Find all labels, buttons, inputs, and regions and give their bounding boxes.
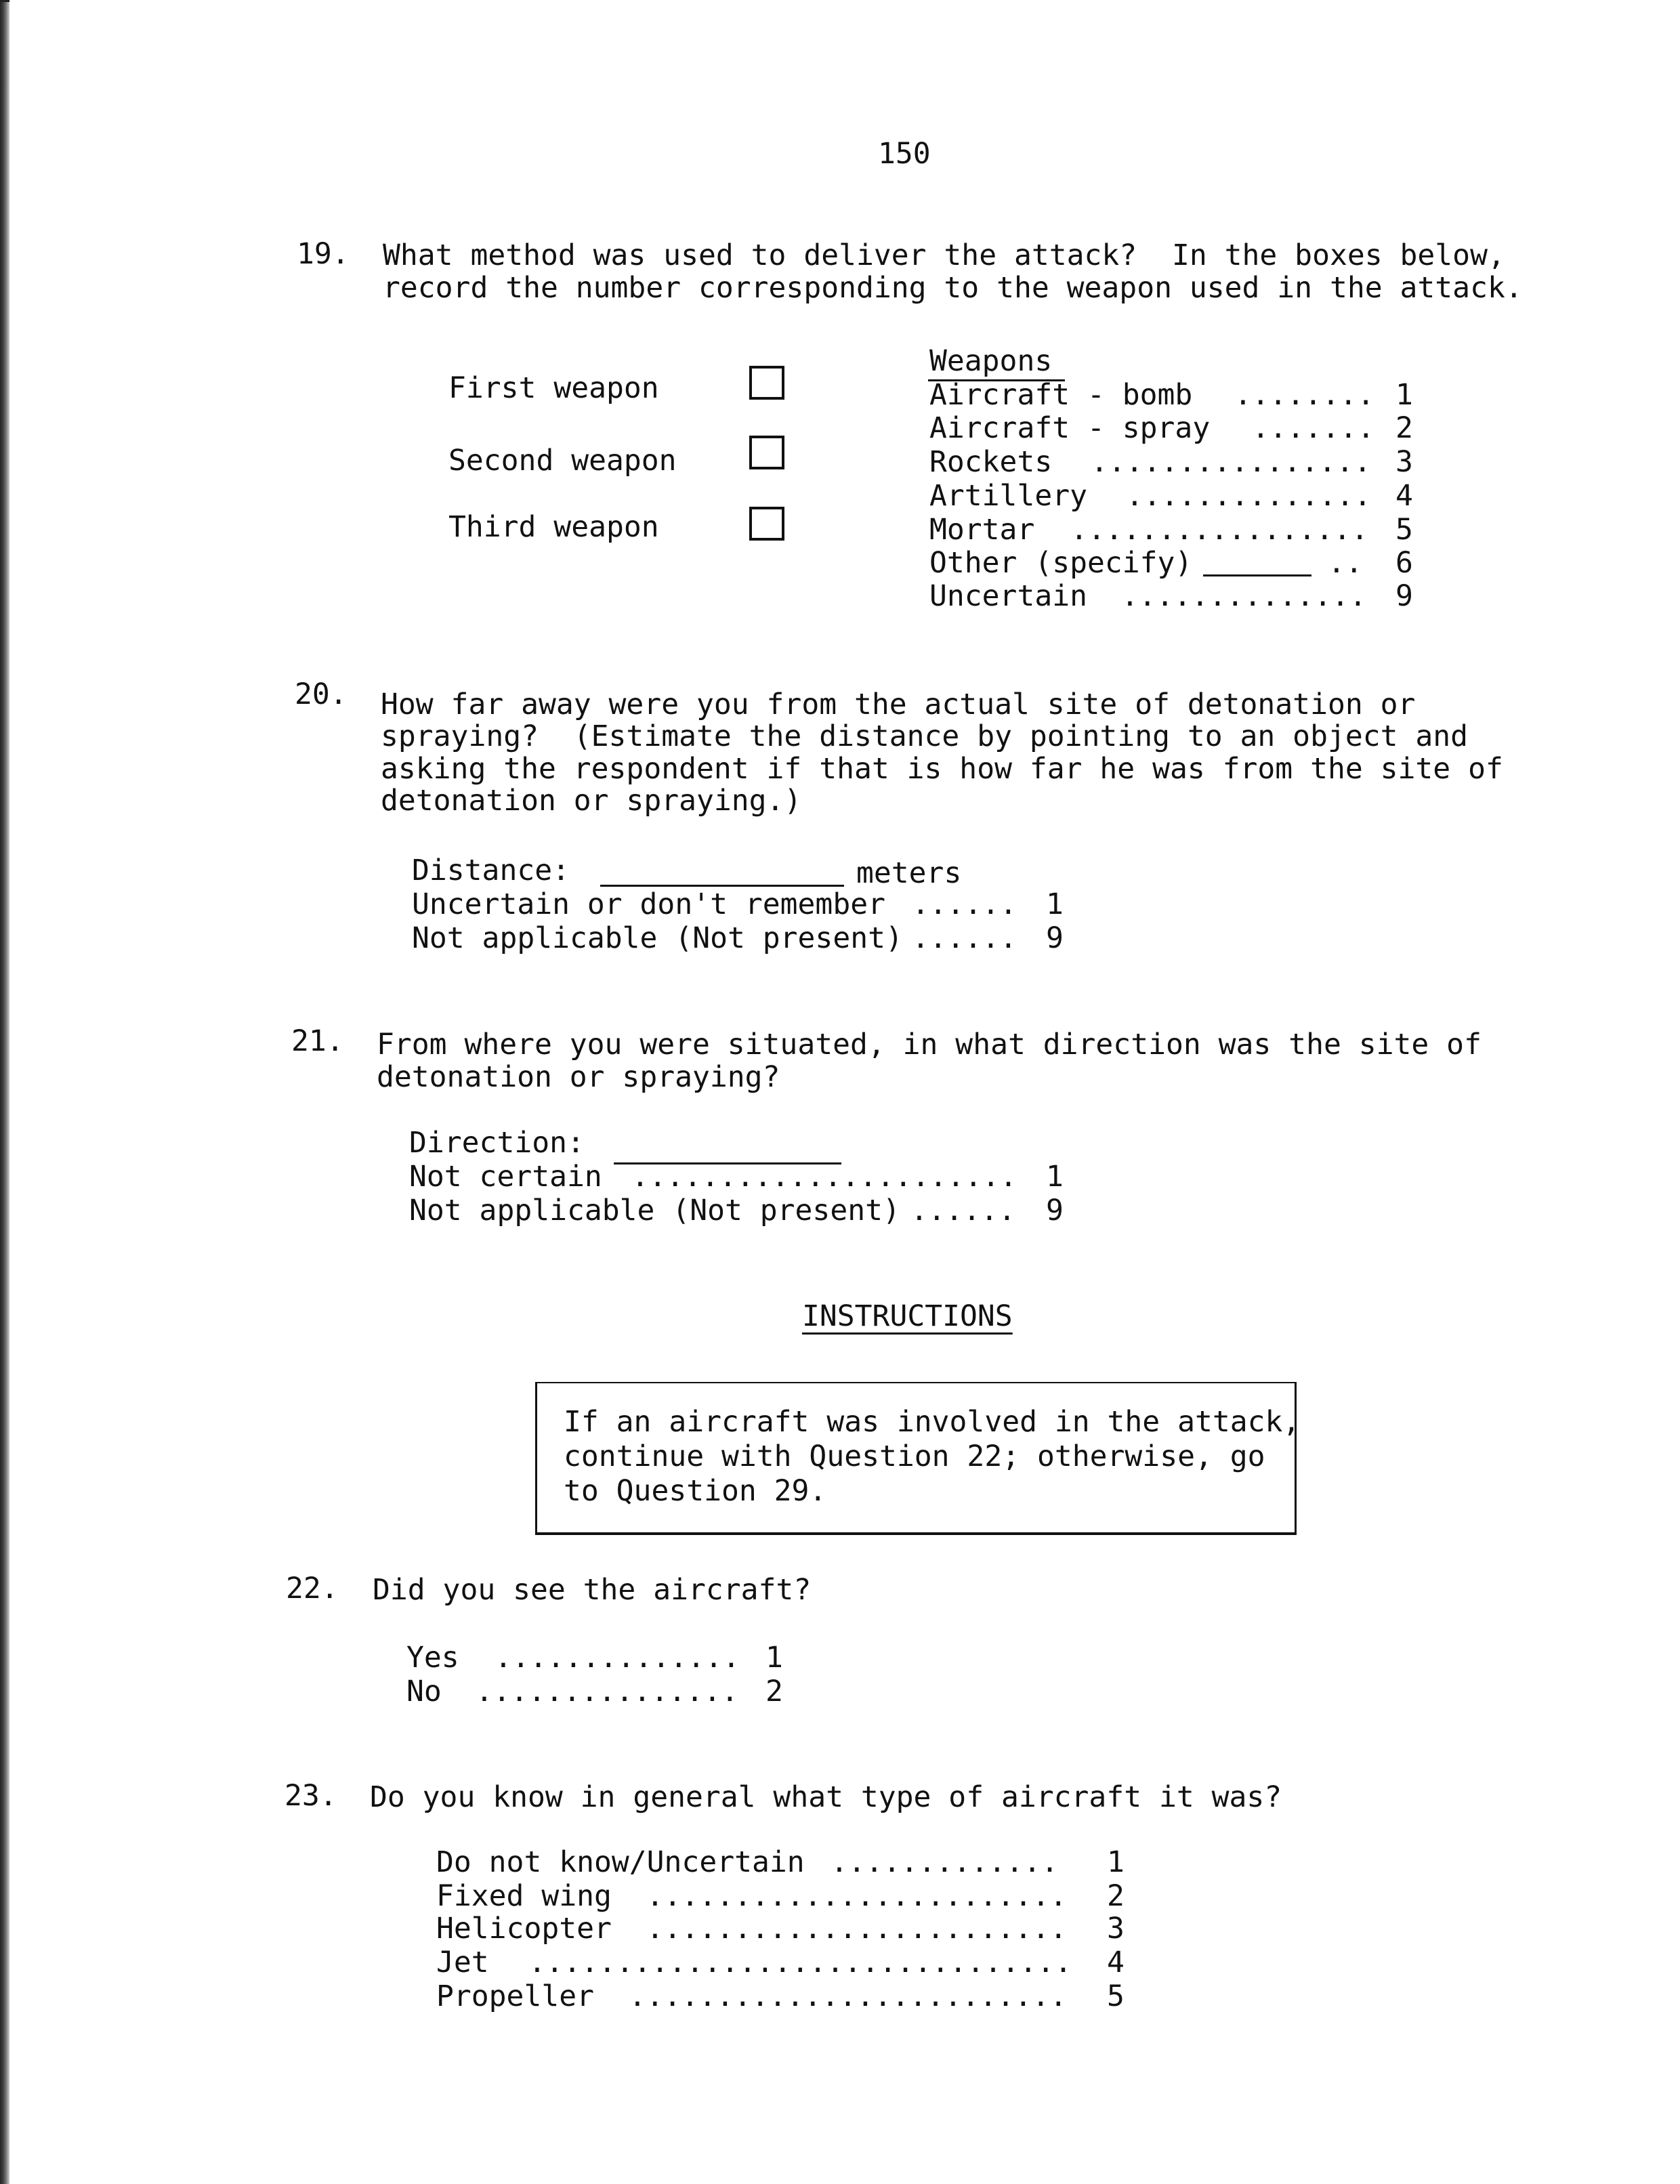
q20-text-line4: detonation or spraying.) bbox=[381, 784, 802, 818]
specify-blank[interactable] bbox=[1203, 574, 1311, 576]
weapon-option-code: 6 bbox=[1395, 546, 1413, 580]
q19-text-line2: record the number corresponding to the weapon used in the attack. bbox=[383, 271, 1523, 305]
q20-text-line3: asking the respondent if that is how far he was from the site of bbox=[381, 752, 1503, 786]
q23-option-code: 1 bbox=[1107, 1845, 1125, 1879]
weapon-option-code: 5 bbox=[1395, 513, 1413, 547]
q20-option-label: Uncertain or don't remember bbox=[412, 887, 885, 921]
q19-number: 19. bbox=[297, 237, 350, 271]
q21-option-code: 9 bbox=[1046, 1194, 1064, 1227]
q22-question: Did you see the aircraft? bbox=[373, 1573, 812, 1607]
q20-option-code: 1 bbox=[1046, 887, 1064, 921]
weapon-option-label: Mortar bbox=[929, 513, 1035, 547]
instructions-line1: If an aircraft was involved in the attack, bbox=[564, 1405, 1301, 1439]
q21-number: 21. bbox=[291, 1024, 344, 1058]
q21-text-line2: detonation or spraying? bbox=[377, 1060, 780, 1094]
weapon-option-label: Aircraft - spray bbox=[929, 411, 1211, 445]
weapon-option-dots: .. bbox=[1328, 546, 1363, 580]
q22-option-dots: ............... bbox=[476, 1675, 739, 1708]
q23-option-dots: ........................ bbox=[646, 1912, 1068, 1946]
q23-option-code: 5 bbox=[1107, 1979, 1125, 2013]
q22-option-label: Yes bbox=[406, 1641, 459, 1675]
q23-option-label: Helicopter bbox=[436, 1912, 612, 1946]
third-weapon-box[interactable] bbox=[749, 507, 784, 541]
q23-option-dots: ............. bbox=[831, 1845, 1059, 1879]
q20-option-code: 9 bbox=[1046, 921, 1064, 955]
q21-option-dots: ...... bbox=[910, 1194, 1016, 1227]
weapon-option-code: 2 bbox=[1395, 411, 1413, 445]
q23-option-label: Propeller bbox=[436, 1979, 594, 2013]
distance-blank[interactable] bbox=[600, 885, 844, 887]
scan-left-edge bbox=[0, 0, 9, 2184]
second-weapon-box[interactable] bbox=[749, 436, 784, 469]
instructions-line2: continue with Question 22; otherwise, go bbox=[564, 1440, 1265, 1473]
weapon-option-dots: .............. bbox=[1126, 479, 1372, 513]
direction-label: Direction: bbox=[409, 1126, 585, 1160]
third-weapon-label: Third weapon bbox=[448, 510, 659, 544]
first-weapon-label: First weapon bbox=[448, 371, 659, 405]
q23-option-dots: ........................ bbox=[646, 1879, 1068, 1913]
scan-top-corner bbox=[0, 0, 9, 22]
q22-option-code: 1 bbox=[765, 1641, 783, 1675]
q20-option-label: Not applicable (Not present) bbox=[412, 921, 903, 955]
q20-text-line1: How far away were you from the actual site of detonation or bbox=[381, 688, 1416, 721]
weapon-option-dots: ........ bbox=[1234, 378, 1375, 412]
distance-unit: meters bbox=[856, 856, 962, 890]
q20-text-line2: spraying? (Estimate the distance by pointing to an object and bbox=[381, 719, 1469, 753]
q23-option-dots: ......................... bbox=[629, 1979, 1068, 2013]
q23-option-label: Fixed wing bbox=[436, 1879, 612, 1913]
weapon-option-dots: ....... bbox=[1252, 411, 1375, 445]
weapon-option-label: Aircraft - bomb bbox=[929, 378, 1193, 412]
q20-number: 20. bbox=[295, 677, 348, 711]
q21-option-code: 1 bbox=[1046, 1160, 1064, 1194]
weapon-option-label: Rockets bbox=[929, 445, 1053, 479]
weapon-option-code: 1 bbox=[1395, 378, 1413, 412]
q20-option-dots: ...... bbox=[912, 887, 1017, 921]
q23-option-code: 2 bbox=[1107, 1879, 1125, 1913]
weapon-option-dots: ................. bbox=[1070, 513, 1369, 547]
second-weapon-label: Second weapon bbox=[448, 444, 677, 478]
q19-text-line1: What method was used to deliver the attack? In the boxes below, bbox=[383, 238, 1505, 272]
q21-option-label: Not certain bbox=[409, 1160, 602, 1194]
q23-option-dots: ............................... bbox=[528, 1946, 1072, 1979]
q23-option-label: Jet bbox=[436, 1946, 489, 1979]
weapon-option-label: Other (specify) bbox=[929, 546, 1193, 580]
instructions-heading: INSTRUCTIONS bbox=[802, 1299, 1013, 1333]
q21-option-label: Not applicable (Not present) bbox=[409, 1194, 900, 1227]
q21-text-line1: From where you were situated, in what direction was the site of bbox=[377, 1028, 1482, 1062]
q22-option-code: 2 bbox=[765, 1675, 783, 1708]
q22-number: 22. bbox=[286, 1572, 339, 1605]
weapons-header: Weapons bbox=[929, 344, 1053, 378]
q22-option-dots: .............. bbox=[495, 1641, 740, 1675]
weapon-option-dots: .............. bbox=[1121, 579, 1367, 613]
q20-option-dots: ...... bbox=[912, 921, 1017, 955]
q23-option-label: Do not know/Uncertain bbox=[436, 1845, 805, 1879]
q23-option-code: 4 bbox=[1107, 1946, 1125, 1979]
weapon-option-label: Artillery bbox=[929, 479, 1087, 513]
distance-label: Distance: bbox=[412, 854, 570, 887]
weapon-option-code: 3 bbox=[1395, 445, 1413, 479]
q23-question: Do you know in general what type of aircraft it was? bbox=[370, 1780, 1282, 1814]
weapon-option-code: 9 bbox=[1395, 579, 1413, 613]
weapon-option-code: 4 bbox=[1395, 479, 1413, 513]
instructions-line3: to Question 29. bbox=[564, 1474, 827, 1508]
first-weapon-box[interactable] bbox=[749, 366, 784, 400]
q22-option-label: No bbox=[406, 1675, 442, 1708]
weapon-option-label: Uncertain bbox=[929, 579, 1087, 613]
q21-option-dots: ...................... bbox=[631, 1160, 1017, 1194]
q23-option-code: 3 bbox=[1107, 1912, 1125, 1946]
page-number: 150 bbox=[878, 137, 931, 171]
weapon-option-dots: ................ bbox=[1091, 445, 1372, 479]
q23-number: 23. bbox=[285, 1779, 337, 1813]
